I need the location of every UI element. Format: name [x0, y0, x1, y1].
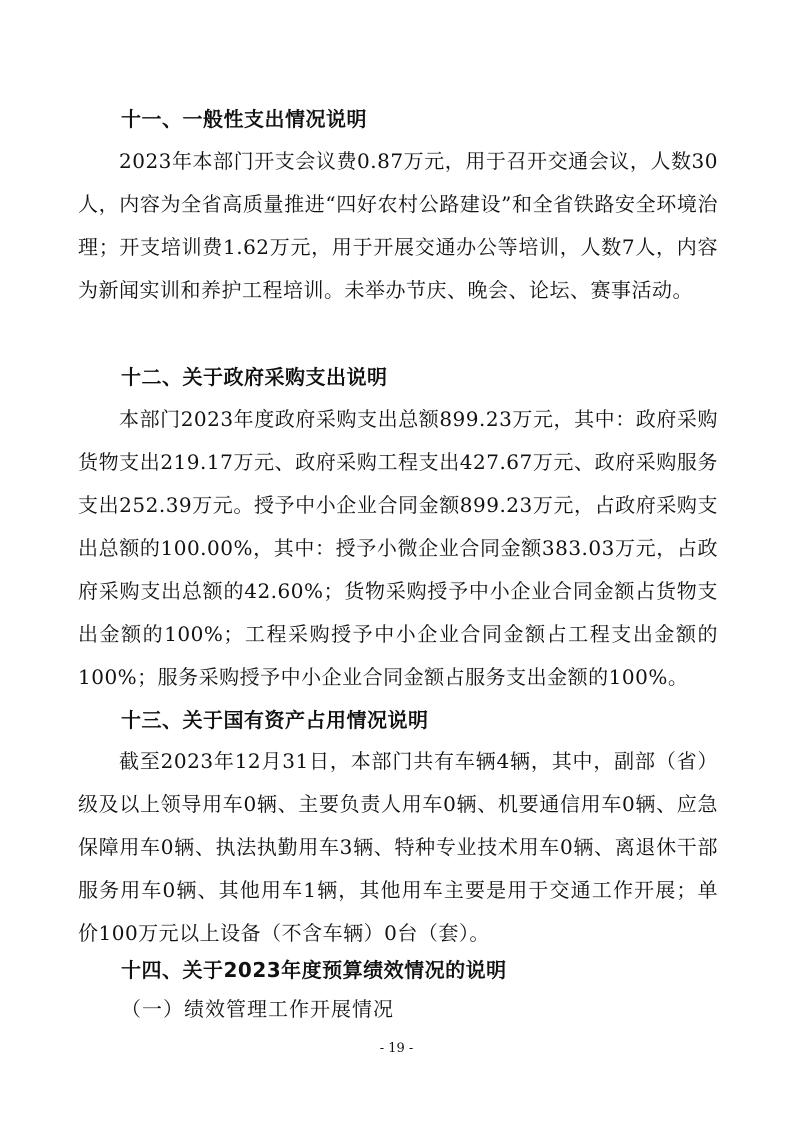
section-12-heading: 十二、关于政府采购支出说明	[121, 365, 388, 389]
section-13-heading: 十三、关于国有资产占用情况说明	[121, 708, 429, 732]
page-number: - 19 -	[379, 1041, 414, 1056]
section-13-paragraph: 截至2023年12月31日，本部门共有车辆4辆，其中，副部（省）级及以上领导用车0辆、主要负责人用车0辆、机要通信用车0辆、应急保障用车0辆、执法执勤用车3辆、特种专业技术用车0辆、离退休干部服务用车0辆、其他用车1辆，其他用车主要是用于交通工作开展；单价100万元以上设备（不含车辆）0台（套）。	[78, 749, 718, 945]
section-14-subheading: （一）绩效管理工作开展情况	[121, 997, 394, 1021]
section-14-heading: 十四、关于2023年度预算绩效情况的说明	[121, 958, 507, 982]
section-12-paragraph: 本部门2023年度政府采购支出总额899.23万元，其中：政府采购货物支出219.17万元、政府采购工程支出427.67万元、政府采购服务支出252.39万元。授予中小企业合同金额899.23万元，占政府采购支出总额的100.00%，其中：授予小微企业合同金额383.03万元，占政府采购支出总额的42.60%；货物采购授予中小企业合同金额占货物支出金额的100%；工程采购授予中小企业合同金额占工程支出金额的100%；服务采购授予中小企业合同金额占服务支出金额的100%。	[78, 407, 718, 689]
section-11-heading: 十一、一般性支出情况说明	[121, 107, 367, 131]
section-11-paragraph: 2023年本部门开支会议费0.87万元，用于召开交通会议，人数30人，内容为全省高质量推进“四好农村公路建设”和全省铁路安全环境治理；开支培训费1.62万元，用于开展交通办公等培训，人数7人，内容为新闻实训和养护工程培训。未举办节庆、晚会、论坛、赛事活动。	[78, 149, 718, 302]
